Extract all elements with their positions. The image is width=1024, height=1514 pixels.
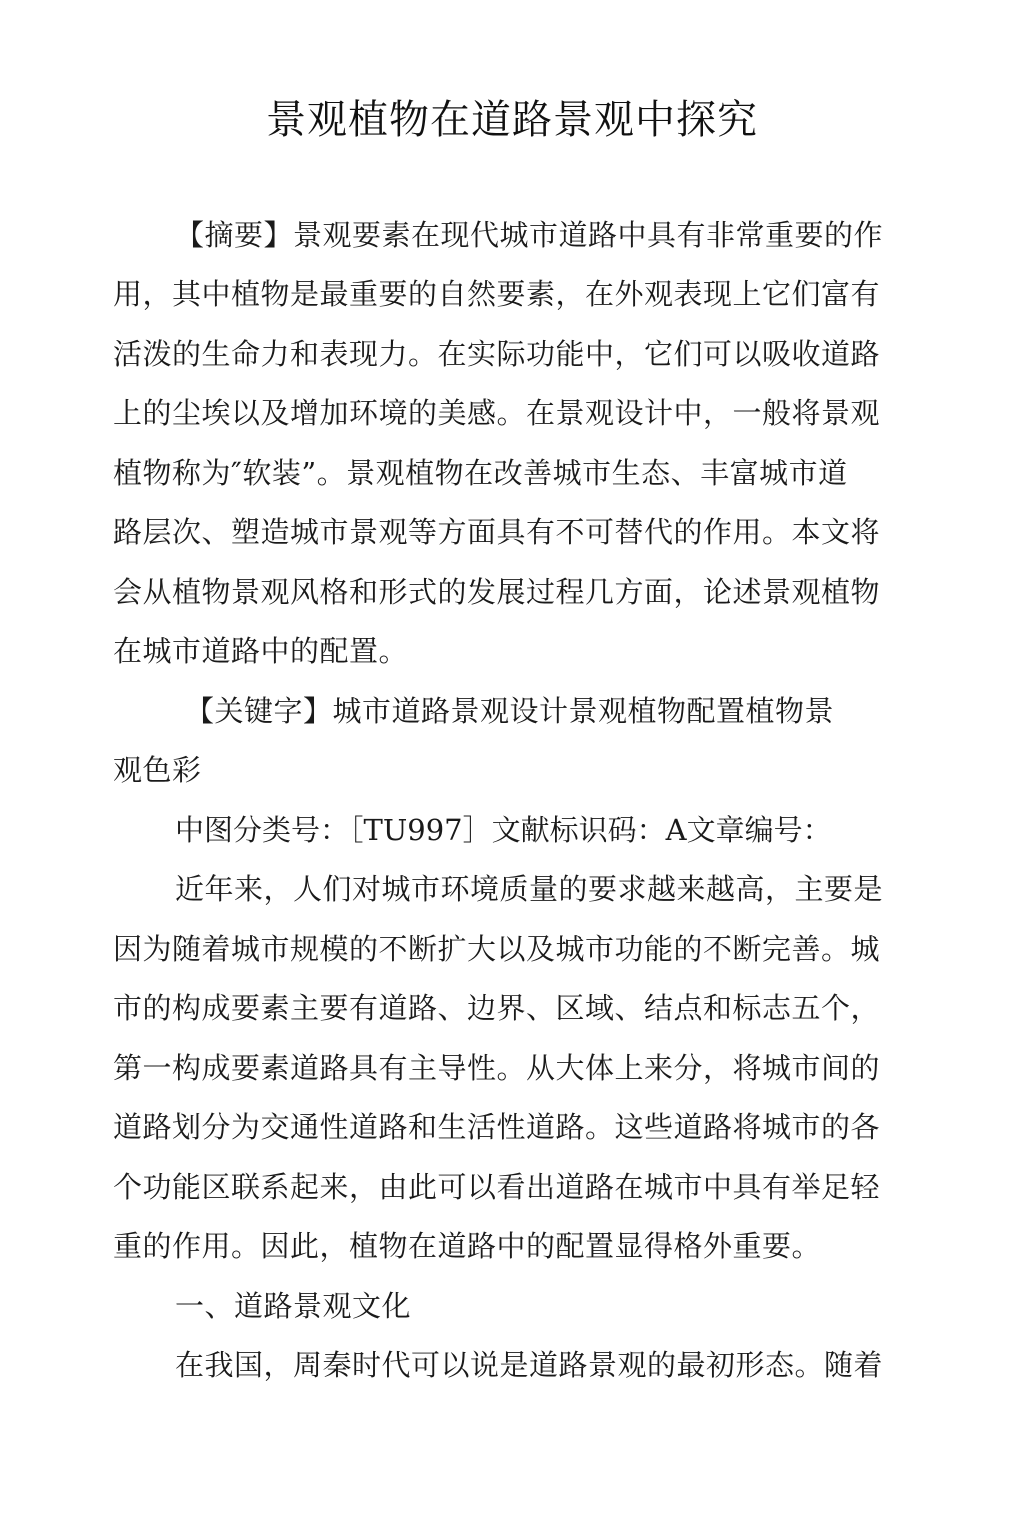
section-heading: 一、道路景观文化 [175, 1289, 412, 1323]
abstract-line: 活泼的生命力和表现力。在实际功能中，它们可以吸收道路 [113, 337, 881, 371]
abstract-line: 【摘要】景观要素在现代城市道路中具有非常重要的作 [175, 218, 884, 252]
abstract-line: 上的尘埃以及增加环境的美感。在景观设计中，一般将景观 [113, 396, 881, 430]
abstract-line: 在城市道路中的配置。 [113, 634, 409, 668]
intro-line: 近年来，人们对城市环境质量的要求越来越高，主要是 [175, 872, 884, 906]
intro-line: 第一构成要素道路具有主导性。从大体上来分，将城市间的 [113, 1051, 881, 1085]
keywords-line: 观色彩 [113, 753, 202, 787]
abstract-line: 路层次、塑造城市景观等方面具有不可替代的作用。本文将 [113, 515, 881, 549]
abstract-line: 植物称为″软装”。景观植物在改善城市生态、丰富城市道 [113, 456, 848, 490]
abstract-line: 会从植物景观风格和形式的发展过程几方面，论述景观植物 [113, 575, 881, 609]
document-title: 景观植物在道路景观中探究 [266, 97, 758, 143]
intro-line: 市的构成要素主要有道路、边界、区域、结点和标志五个， [113, 991, 881, 1025]
intro-line: 道路划分为交通性道路和生活性道路。这些道路将城市的各 [113, 1110, 881, 1144]
classification-line: 中图分类号：［TU997］文献标识码：A文章编号： [175, 813, 832, 847]
intro-line: 重的作用。因此，植物在道路中的配置显得格外重要。 [113, 1229, 822, 1263]
intro-line: 因为随着城市规模的不断扩大以及城市功能的不断完善。城 [113, 932, 881, 966]
section-line: 在我国，周秦时代可以说是道路景观的最初形态。随着 [175, 1348, 884, 1382]
keywords-line: 【关键字】城市道路景观设计景观植物配置植物景 [185, 694, 835, 728]
intro-line: 个功能区联系起来，由此可以看出道路在城市中具有举足轻 [113, 1170, 881, 1204]
abstract-line: 用，其中植物是最重要的自然要素，在外观表现上它们富有 [113, 277, 881, 311]
